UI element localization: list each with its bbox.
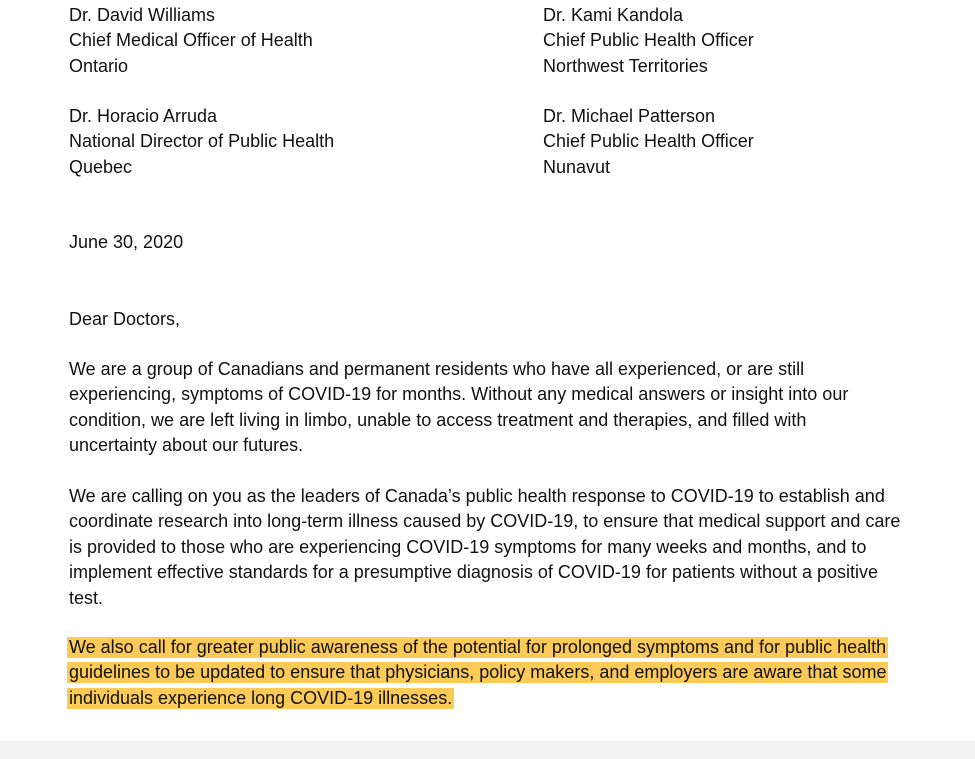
recipient-block-kandola xyxy=(543,3,963,79)
recipient-title: National Director of Public Health xyxy=(69,131,335,152)
recipient-region: Ontario xyxy=(69,55,129,76)
paragraph-line: condition, we are left living in limbo, unable to access treatment and therapies, and filled with xyxy=(69,409,807,430)
recipient-block-williams xyxy=(69,3,489,79)
recipient-region: Nunavut xyxy=(543,156,611,177)
paragraph-call-to-action xyxy=(69,484,959,611)
paragraph-line: is provided to those who are experiencing COVID-19 symptoms for many weeks and months, and to xyxy=(69,536,867,557)
paragraph-line: test. xyxy=(69,587,104,608)
recipient-name: Dr. David Williams xyxy=(69,5,216,25)
recipient-region: Quebec xyxy=(69,156,133,177)
highlight-span: We also call for greater public awareness of the potential for prolonged symptoms and for public health xyxy=(69,637,887,657)
paragraph-line: We are calling on you as the leaders of Canada’s public health response to COVID-19 to establish and xyxy=(69,486,885,506)
paragraph-line: implement effective standards for a presumptive diagnosis of COVID-19 for patients without a positive xyxy=(69,562,879,583)
recipient-title: Chief Public Health Officer xyxy=(543,131,754,152)
recipient-title: Chief Medical Officer of Health xyxy=(69,30,313,51)
recipient-name: Dr. Michael Patterson xyxy=(543,106,716,126)
highlighted-line xyxy=(69,686,959,711)
highlight-span: individuals experience long COVID-19 illnesses. xyxy=(69,687,453,708)
salutation: Dear Doctors, xyxy=(69,309,181,329)
recipient-title: Chief Public Health Officer xyxy=(543,30,754,51)
paragraph-line: We are a group of Canadians and permanent residents who have all experienced, or are still xyxy=(69,359,805,379)
highlighted-line xyxy=(69,660,959,685)
highlight-span: guidelines to be updated to ensure that physicians, policy makers, and employers are aware that some xyxy=(69,662,887,683)
recipient-name: Dr. Horacio Arruda xyxy=(69,106,218,126)
recipient-block-arruda xyxy=(69,104,489,180)
paragraph-highlighted xyxy=(69,635,959,711)
recipient-region: Northwest Territories xyxy=(543,55,708,76)
paragraph-intro xyxy=(69,357,959,459)
page-bottom-edge xyxy=(0,741,975,759)
paragraph-line: coordinate research into long-term illness caused by COVID-19, to ensure that medical support and care xyxy=(69,511,901,532)
recipient-block-patterson xyxy=(543,104,963,180)
highlighted-line xyxy=(69,635,959,660)
paragraph-line: uncertainty about our futures. xyxy=(69,435,304,456)
recipient-name: Dr. Kami Kandola xyxy=(543,5,684,25)
paragraph-line: experiencing, symptoms of COVID-19 for months. Without any medical answers or insight into our xyxy=(69,384,849,405)
letter-date: June 30, 2020 xyxy=(69,232,184,252)
